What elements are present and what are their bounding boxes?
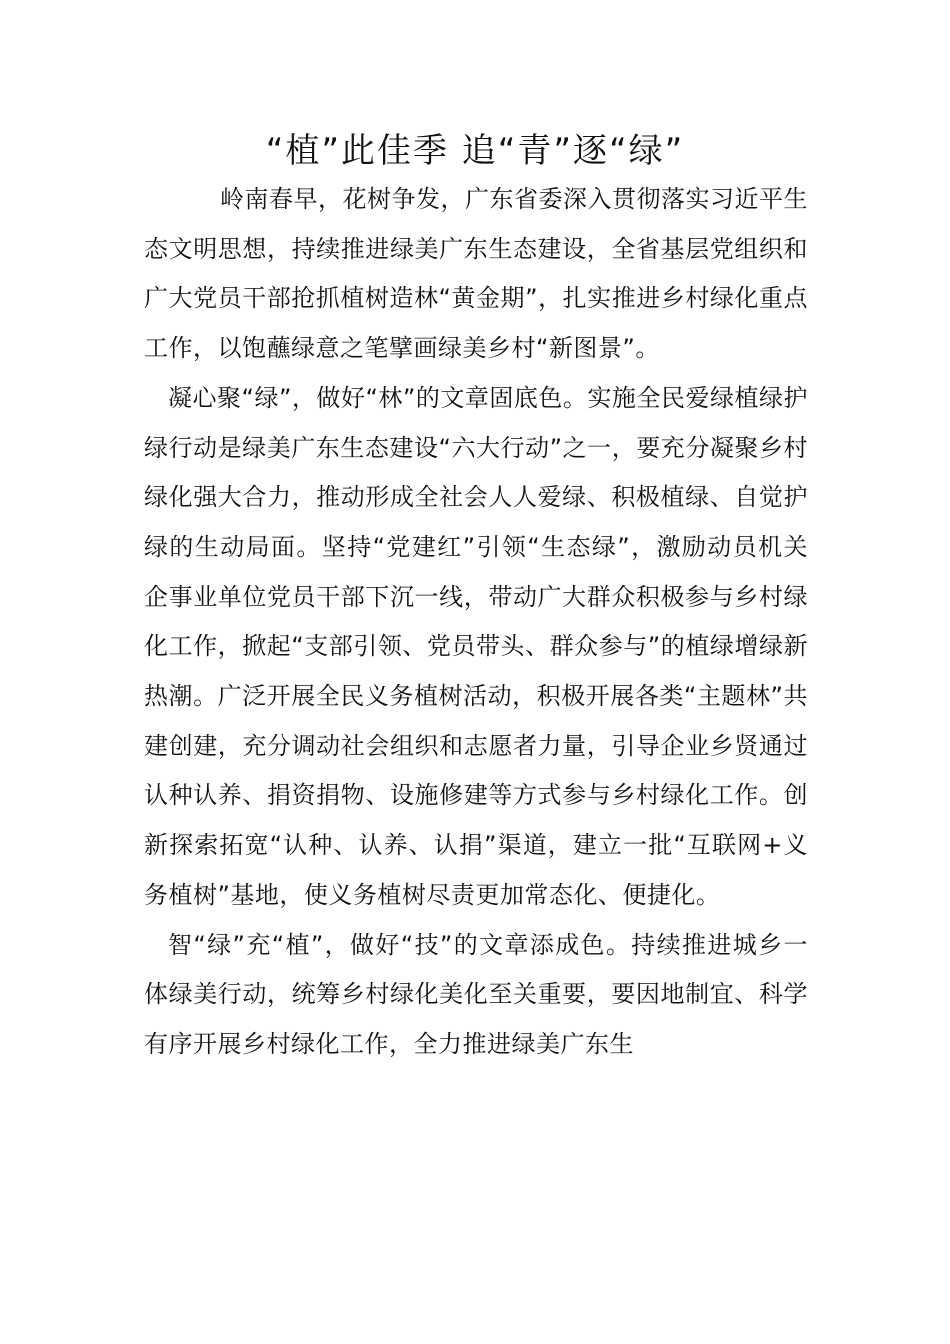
- paragraph-tech-section: 智“绿”充“植”，做好“技”的文章添成色。持续推进城乡一体绿美行动，统筹乡村绿化美化至关重要，要因地制宜、科学有序开展乡村绿化工作，全力推进绿美广东生: [144, 930, 808, 1058]
- paragraph-forest-section: 凝心聚“绿”，做好“林”的文章固底色。实施全民爱绿植绿护绿行动是绿美广东生态建设“六大行动”之一，要充分凝聚乡村绿化强大合力，推动形成全社会人人爱绿、积极植绿、自觉护绿的生动局面。坚持“党建红”引领“生态绿”，激励动员机关企事业单位党员干部下沉一线，带动广大群众积极参与乡村绿化工作，掀起“支部引领、党员带头、群众参与”的植绿增绿新热潮。广泛开展全民义务植树活动，积极开展各类“主题林”共建创建，充分调动社会组织和志愿者力量，引导企业乡贤通过认种认养、捐资捐物、设施修建等方式参与乡村绿化工作。创新探索拓宽“认种、认养、认捐”渠道，建立一批“互联网+义务植树”基地，使义务植树尽责更加常态化、便捷化。: [144, 383, 808, 909]
- paragraph-intro: 岭南春早，花树争发，广东省委深入贯彻落实习近平生态文明思想，持续推进绿美广东生态建设，全省基层党组织和广大党员干部抢抓植树造林“黄金期”，扎实推进乡村绿化重点工作，以饱蘸绿意之笔擘画绿美乡村“新图景”。: [144, 185, 808, 363]
- document-title: “植”此佳季 追“青”逐“绿”: [265, 131, 685, 171]
- document-body: [144, 175, 808, 1070]
